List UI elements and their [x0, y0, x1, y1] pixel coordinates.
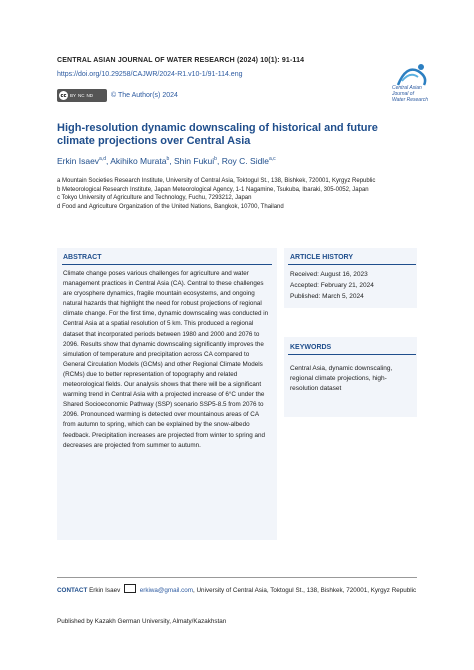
paper-title: High-resolution dynamic downscaling of historical and future climate projections over Central Asia: [57, 122, 378, 147]
affiliation: d Food and Agriculture Organization of the United Nations, Bangkok, 10700, Thailand: [57, 203, 284, 210]
journal-logo-text: [392, 85, 428, 103]
published-date: Published: March 5, 2024: [290, 293, 364, 300]
abstract-text: Climate change poses various challenges for agriculture and water management practices in Central Asia (CA). Central to these challenges are cryosphere dynamics, fragile mountain ecosystems, and ongoing natural hazards that highlight the need for robust projections of regional climate change. For the first time, dynamic downscaling was conducted in Central Asia at a spatial resolution of 5 km. This produced a regional dataset that incorporated periods between 1980 and 2000 and 2076 to 2096. Results show that dynamic downscaling significantly improves the simulation of temperature and precipitation across CA compared to General Circulation Models (GCMs) and other Regional Climate Models (RCMs) due to better representation of topography and related meteorological fields. Our analysis shows that there will be a significant warming trend in Central Asia with a projected increase of 6°C under the Shared Socioeconomic Pathway (SSP) scenario SSP5-8.5 from 2076 to 2096. Pronounced warming is detected over mountainous areas of CA from autumn to spring, which can be explained by the snow-albedo feedback. Precipitation increases are projected from winter to spring and decreases are projected from summer to autumn.: [63, 270, 269, 449]
cc-by: BY: [70, 93, 77, 98]
license-row: [57, 89, 178, 102]
abstract-divider: [62, 264, 272, 265]
author-name: Roy C. Sidle: [221, 156, 269, 166]
accepted-date: Accepted: February 21, 2024: [290, 282, 374, 289]
author-list: Erkin Isaev$^{a,d}$, Akihiko Murata$^b$, Shin Fukui$^b$, Roy C. Sidle$^{a,c}$: [57, 156, 276, 166]
journal-citation: CENTRAL ASIAN JOURNAL OF WATER RESEARCH (2024) 10(1): 91-114: [57, 57, 305, 64]
contact-email[interactable]: erkiwa@gmail.com: [139, 587, 194, 594]
contact-info: [57, 584, 427, 596]
doi-link[interactable]: https://doi.org/10.29258/CAJWR/2024-R1.v10-1/91-114.eng: [57, 71, 243, 78]
logo-line-3: Water Research: [392, 97, 429, 103]
history-dates: [290, 269, 374, 302]
keywords-text: Central Asia, dynamic downscaling, regional climate projections, high-resolution dataset: [290, 365, 393, 392]
received-date: Received: August 16, 2023: [290, 271, 368, 278]
author-affil: b: [166, 156, 170, 163]
author-affil: a,c: [268, 156, 276, 163]
affiliation: c Tokyo University of Agriculture and Technology, Fuchu, 7293212, Japan: [57, 195, 252, 201]
author-name: Erkin Isaev: [57, 156, 100, 166]
contact-address: , University of Central Asia, Toktogul St., 138, Bishkek, 720001, Kyrgyz Republic: [193, 587, 417, 594]
footer-divider: [57, 577, 417, 578]
affiliations: [57, 177, 427, 211]
publisher: Published by Kazakh German University, Almaty/Kazakhstan: [57, 618, 227, 625]
envelope-icon: [124, 584, 136, 593]
cc-icon: cc: [60, 92, 67, 99]
author-affil: a,d: [99, 156, 106, 163]
logo-line-1: Central Asian: [392, 85, 422, 91]
abstract-heading: ABSTRACT: [63, 254, 102, 261]
cc-nd: ND: [86, 93, 94, 98]
affiliation: a Mountain Societies Research Institute, University of Central Asia, Toktogul St., 138, Bishkek, 720001, Kyrgyz Republic: [57, 178, 376, 184]
author-affil: b: [214, 156, 217, 163]
keywords-divider: [288, 354, 416, 355]
copyright: © The Author(s) 2024: [111, 92, 178, 99]
article-history-heading: ARTICLE HISTORY: [290, 254, 354, 261]
author-name: Akihiko Murata: [110, 156, 167, 166]
author-name: Shin Fukui: [174, 156, 215, 166]
logo-line-2: Journal of: [392, 91, 414, 97]
history-divider: [288, 264, 416, 265]
keywords-heading: KEYWORDS: [290, 344, 332, 351]
affiliation: b Meteorological Research Institute, Japan Meteorological Agency, 1-1 Nagamine, Tsukuba, Ibaraki, 305-0052, Japan: [57, 186, 369, 193]
contact-label: CONTACT: [57, 587, 88, 594]
cc-license-badge[interactable]: [57, 89, 107, 102]
contact-name: Erkin Isaev: [89, 587, 121, 594]
cc-nc: NC: [78, 93, 85, 98]
